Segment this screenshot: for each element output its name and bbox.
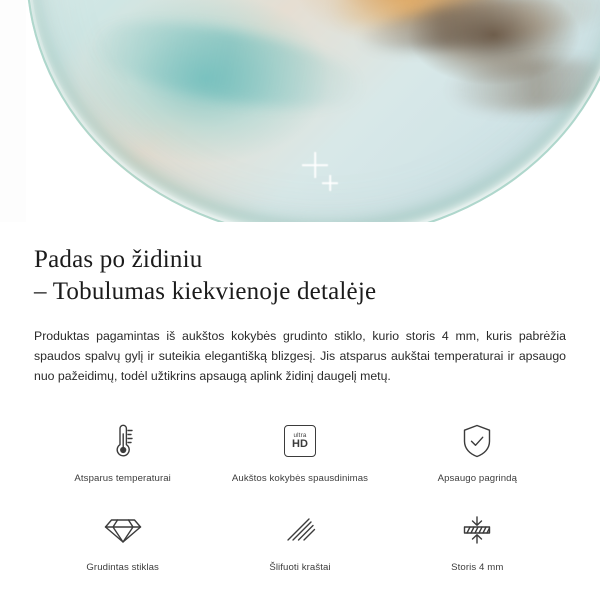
feature-item-thickness [389,501,566,584]
headline-line-2: – Tobulumas kiekvienoje detalėje [34,278,377,305]
feature-label: Storis 4 mm [451,562,504,573]
feature-label: Atsparus temperaturai [74,473,171,484]
glass-hearth-pad-disc [26,0,600,222]
feature-grid [34,412,566,584]
polished-edge-icon [282,507,318,553]
thermometer-icon [106,418,140,464]
feature-item-surface-protection [389,412,566,495]
ultra-hd-icon: ultra HD [284,418,316,464]
thickness-arrows-icon [459,507,495,553]
diamond-icon [103,507,143,553]
shield-check-icon [459,418,495,464]
feature-label: Apsaugo pagrindą [437,473,518,484]
hero-image [0,0,600,222]
glass-edge-highlight [26,0,600,222]
feature-item-tempered-glass [34,501,211,584]
description-paragraph: Produktas pagamintas iš aukštos kokybės grudinto stiklo, kurio storis 4 mm, kuris pabrėžia spaudos spalvų gylį ir suteikia elegantišką blizgesį. Jis atsparus aukštai temperaturai ir apsaugo nuo pažeidimų, todėl užtikrins apsaugą aplink židinį daugelį metų. [34,329,566,383]
headline-line-1: Padas po židiniu [34,246,203,273]
feature-label: Šlifuoti kraštai [269,562,331,573]
feature-label: Aukštos kokybės spausdinimas [231,473,369,484]
content-area [0,222,600,584]
feature-item-polished-edges [211,501,388,584]
feature-item-temperature-resistant [34,412,211,495]
image-left-margin [0,0,26,222]
feature-item-print-quality [211,412,388,495]
feature-label: Grudintas stiklas [86,562,159,573]
page-title [34,222,566,308]
